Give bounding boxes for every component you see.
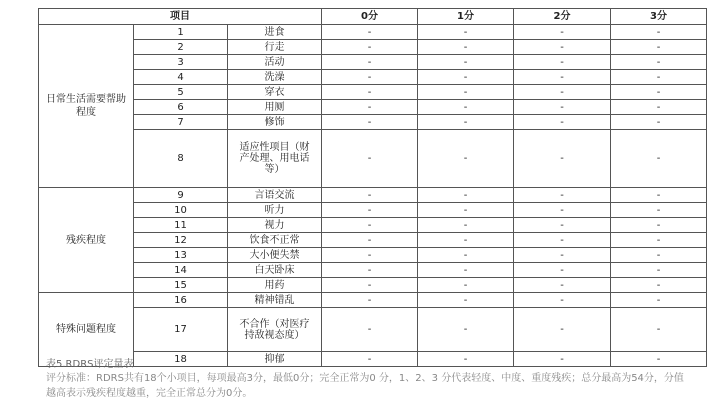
item-number: 17: [134, 308, 228, 352]
header-score-0: 0分: [322, 9, 418, 25]
item-name: 用厕: [228, 100, 322, 115]
table-row: [39, 188, 707, 203]
header-score-1: 1分: [418, 9, 514, 25]
score-3: -: [611, 115, 707, 130]
score-3: -: [611, 278, 707, 293]
score-0: -: [322, 55, 418, 70]
header-score-3: 3分: [611, 9, 707, 25]
item-name: 适应性项目（财产处理、用电话等）: [228, 130, 322, 188]
scoring-note: 评分标准：RDRS共有18个小项目，每项最高3分，最低0分；完全正常为0 分，1、2、3 分代表轻度、中度、重度残疾；总分最高为54分，分值越高表示残疾程度越重，完全正常总分为0分。: [46, 373, 684, 399]
item-name: 穿衣: [228, 85, 322, 100]
score-1: -: [418, 203, 514, 218]
item-number: 9: [134, 188, 228, 203]
score-1: -: [418, 263, 514, 278]
header-score-2: 2分: [514, 9, 611, 25]
score-1: -: [418, 100, 514, 115]
score-1: -: [418, 25, 514, 40]
score-3: -: [611, 70, 707, 85]
score-3: -: [611, 293, 707, 308]
score-1: -: [418, 130, 514, 188]
score-3: -: [611, 130, 707, 188]
table-row: [39, 308, 707, 352]
item-number: 4: [134, 70, 228, 85]
score-0: -: [322, 233, 418, 248]
score-3: -: [611, 218, 707, 233]
score-0: -: [322, 308, 418, 352]
score-2: -: [514, 55, 611, 70]
category-daily-living: 日常生活需要帮助程度: [39, 25, 134, 188]
item-name: 进食: [228, 25, 322, 40]
table-row: [39, 25, 707, 40]
score-0: -: [322, 188, 418, 203]
item-number: 16: [134, 293, 228, 308]
score-1: -: [418, 278, 514, 293]
table-row: [39, 85, 707, 100]
score-2: -: [514, 278, 611, 293]
header-item: 项目: [39, 9, 322, 25]
score-0: -: [322, 25, 418, 40]
table-row: [39, 233, 707, 248]
score-3: -: [611, 100, 707, 115]
score-0: -: [322, 85, 418, 100]
item-number: 1: [134, 25, 228, 40]
score-3: -: [611, 233, 707, 248]
item-number: 3: [134, 55, 228, 70]
table-row: [39, 130, 707, 188]
score-2: -: [514, 293, 611, 308]
item-name: 言语交流: [228, 188, 322, 203]
score-0: -: [322, 40, 418, 55]
table-row: [39, 100, 707, 115]
score-3: -: [611, 55, 707, 70]
score-2: -: [514, 308, 611, 352]
score-0: -: [322, 352, 418, 367]
item-number: 14: [134, 263, 228, 278]
score-0: -: [322, 218, 418, 233]
score-0: -: [322, 100, 418, 115]
item-name: 不合作（对医疗持敌视态度）: [228, 308, 322, 352]
item-name: 白天卧床: [228, 263, 322, 278]
score-2: -: [514, 40, 611, 55]
score-3: -: [611, 188, 707, 203]
item-number: 7: [134, 115, 228, 130]
item-number: 8: [134, 130, 228, 188]
table-row: [39, 218, 707, 233]
score-1: -: [418, 188, 514, 203]
score-2: -: [514, 203, 611, 218]
item-name: 修饰: [228, 115, 322, 130]
item-name: 活动: [228, 55, 322, 70]
score-3: -: [611, 25, 707, 40]
score-3: -: [611, 203, 707, 218]
score-1: -: [418, 55, 514, 70]
score-3: -: [611, 85, 707, 100]
score-1: -: [418, 293, 514, 308]
item-number: 10: [134, 203, 228, 218]
table-row: [39, 70, 707, 85]
table-caption: 表5.RDRS评定量表: [46, 359, 134, 370]
score-1: -: [418, 85, 514, 100]
score-3: -: [611, 248, 707, 263]
table-row: [39, 293, 707, 308]
item-number: 13: [134, 248, 228, 263]
score-2: -: [514, 263, 611, 278]
score-2: -: [514, 352, 611, 367]
score-2: -: [514, 85, 611, 100]
rdrs-table: [38, 8, 707, 367]
item-name: 用药: [228, 278, 322, 293]
item-number: 12: [134, 233, 228, 248]
item-name: 大小便失禁: [228, 248, 322, 263]
score-1: -: [418, 233, 514, 248]
score-0: -: [322, 70, 418, 85]
score-2: -: [514, 248, 611, 263]
score-2: -: [514, 218, 611, 233]
score-0: -: [322, 263, 418, 278]
item-number: 18: [134, 352, 228, 367]
score-0: -: [322, 278, 418, 293]
table-row: [39, 203, 707, 218]
score-1: -: [418, 352, 514, 367]
score-0: -: [322, 203, 418, 218]
score-0: -: [322, 248, 418, 263]
score-1: -: [418, 40, 514, 55]
item-number: 6: [134, 100, 228, 115]
item-name: 精神错乱: [228, 293, 322, 308]
header-row: [39, 9, 707, 25]
item-name: 洗澡: [228, 70, 322, 85]
score-0: -: [322, 293, 418, 308]
score-1: -: [418, 218, 514, 233]
score-3: -: [611, 263, 707, 278]
score-2: -: [514, 115, 611, 130]
table-row: [39, 40, 707, 55]
item-name: 视力: [228, 218, 322, 233]
score-2: -: [514, 70, 611, 85]
score-2: -: [514, 25, 611, 40]
item-name: 抑郁: [228, 352, 322, 367]
score-1: -: [418, 248, 514, 263]
score-1: -: [418, 308, 514, 352]
score-0: -: [322, 130, 418, 188]
score-2: -: [514, 188, 611, 203]
table-row: [39, 115, 707, 130]
score-3: -: [611, 40, 707, 55]
score-3: -: [611, 308, 707, 352]
item-number: 5: [134, 85, 228, 100]
table-row: [39, 55, 707, 70]
table-row: [39, 263, 707, 278]
score-1: -: [418, 70, 514, 85]
item-number: 2: [134, 40, 228, 55]
category-special-problems: 特殊问题程度: [39, 293, 134, 367]
score-0: -: [322, 115, 418, 130]
score-2: -: [514, 233, 611, 248]
table-row: [39, 352, 707, 367]
table-row: [39, 248, 707, 263]
item-number: 11: [134, 218, 228, 233]
item-number: 15: [134, 278, 228, 293]
score-2: -: [514, 100, 611, 115]
score-3: -: [611, 352, 707, 367]
score-2: -: [514, 130, 611, 188]
item-name: 行走: [228, 40, 322, 55]
item-name: 饮食不正常: [228, 233, 322, 248]
score-1: -: [418, 115, 514, 130]
item-name: 听力: [228, 203, 322, 218]
category-disability: 残疾程度: [39, 188, 134, 293]
table-row: [39, 278, 707, 293]
